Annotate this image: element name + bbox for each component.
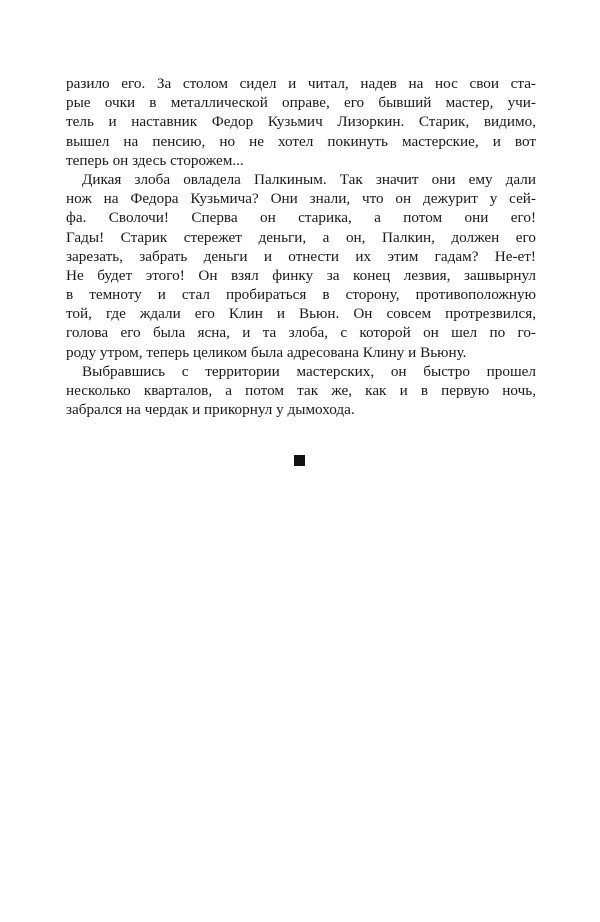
text-line: несколько кварталов, а потом так же, как и в первую ночь, bbox=[66, 382, 536, 399]
text-line: Дикая злоба овладела Палкиным. Так значит они ему дали bbox=[82, 170, 536, 188]
text-line: теперь он здесь сторожем... bbox=[66, 151, 244, 169]
text-line: той, где ждали его Клин и Вьюн. Он совсем протрезвился, bbox=[66, 305, 536, 323]
text-line: фа. Сволочи! Сперва он старика, а потом они его! bbox=[66, 209, 536, 227]
text-line: нож на Федора Кузьмича? Они знали, что он дежурит у сей- bbox=[66, 190, 536, 208]
text-line: зарезать, забрать деньги и отнести их этим гадам? Не-ет! bbox=[66, 247, 536, 265]
text-line: Выбравшись с территории мастерских, он быстро прошел bbox=[82, 362, 536, 380]
page-body bbox=[66, 74, 536, 419]
text-line: Не будет этого! Он взял финку за конец лезвия, зашвырнул bbox=[66, 266, 536, 284]
paragraph bbox=[66, 362, 536, 420]
text-line: голова его была ясна, и та злоба, с которой он шел по го- bbox=[66, 324, 536, 342]
text-line: роду утром, теперь целиком была адресована Клину и Вьюну. bbox=[66, 343, 467, 361]
text-line: разило его. За столом сидел и читал, надев на нос свои ста- bbox=[66, 75, 536, 92]
end-of-chapter-mark bbox=[294, 455, 305, 466]
text-line: вышел на пенсию, но не хотел покинуть мастерские, и вот bbox=[66, 132, 536, 150]
paragraph bbox=[66, 170, 536, 362]
paragraph bbox=[66, 74, 536, 170]
text-line: тель и наставник Федор Кузьмич Лизоркин. Старик, видимо, bbox=[66, 113, 536, 131]
text-line: рые очки в металлической оправе, его бывший мастер, учи- bbox=[66, 94, 536, 112]
text-line: в темноту и стал пробираться в сторону, противоположную bbox=[66, 286, 536, 304]
text-line: забрался на чердак и прикорнул у дымохода. bbox=[66, 401, 355, 419]
text-line: Гады! Старик стережет деньги, а он, Палкин, должен его bbox=[66, 228, 536, 246]
